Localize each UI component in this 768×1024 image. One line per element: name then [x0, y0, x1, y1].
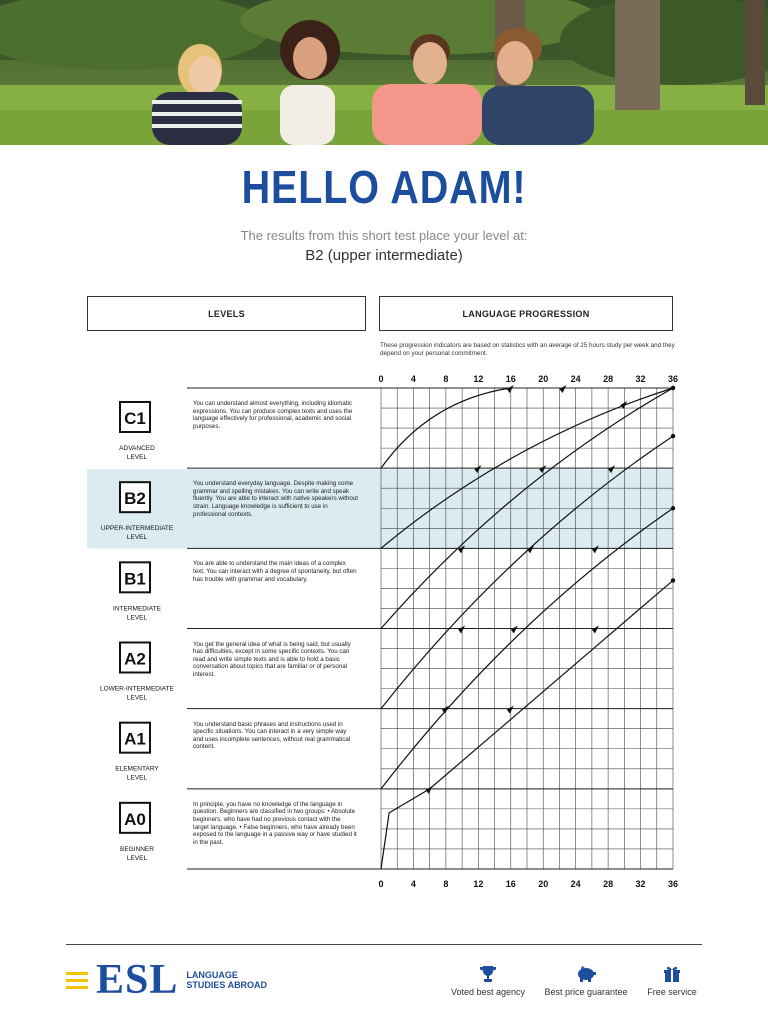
- logo-wordmark: ESL: [96, 957, 179, 1003]
- level-name-suffix: LEVEL: [126, 774, 148, 782]
- line-end-dot: [671, 506, 675, 510]
- progression-arrow: [592, 626, 599, 634]
- level-code: C1: [124, 409, 146, 428]
- level-name-suffix: LEVEL: [126, 854, 148, 862]
- level-name-suffix: LEVEL: [126, 694, 148, 702]
- x-tick-label-top: 24: [570, 374, 581, 384]
- x-tick-label-top: 8: [443, 374, 449, 384]
- logo-subtitle: [186, 970, 267, 990]
- level-name: UPPER-INTERMEDIATE: [100, 525, 174, 533]
- progression-header: LANGUAGE PROGRESSION: [379, 296, 673, 331]
- x-tick-label-top: 4: [410, 374, 416, 384]
- page-title: HELLO ADAM!: [241, 161, 527, 213]
- x-tick-label-top: 36: [667, 374, 679, 384]
- level-name: ELEMENTARY: [115, 765, 159, 773]
- level-description: [193, 801, 358, 865]
- level-description-text: You can understand almost everything, including idiomatic expressions. You can produce complex texts and uses the language effectively for professional, academic and social purposes.: [193, 400, 353, 430]
- level-name-suffix: LEVEL: [126, 454, 148, 461]
- level-name: ADVANCED: [119, 445, 155, 452]
- progression-arrow: [458, 626, 465, 634]
- feature-label: Voted best agency: [450, 987, 526, 997]
- x-tick-label-bottom: 0: [378, 879, 384, 889]
- x-tick-label-top: 0: [378, 374, 384, 384]
- trophy-icon: [479, 965, 497, 983]
- logo-subtitle-line2: STUDIES ABROAD: [186, 980, 268, 990]
- level-name: LOWER-INTERMEDIATE: [100, 685, 174, 693]
- x-tick-label-bottom: 28: [603, 879, 614, 889]
- logo-stripes-icon: [66, 972, 88, 989]
- progression-note: These progression indicators are based on statistics with an average of 25 hours study per week and they depend on your personal commitment.: [380, 342, 675, 357]
- x-tick-label-bottom: 4: [410, 879, 416, 889]
- x-tick-label-bottom: 32: [635, 879, 646, 889]
- level-code: B1: [124, 569, 146, 589]
- level-code: A2: [124, 649, 146, 669]
- feature-label: Best price guarantee: [544, 987, 628, 997]
- footer-divider: [66, 944, 702, 945]
- level-description: [193, 400, 358, 464]
- x-tick-label-bottom: 8: [443, 879, 449, 889]
- level-description-text: You understand everyday language. Despite making some grammar and spelling mistakes. You can write and speak fluently. You are able to interact with native speakers without strain. Language knowledge is sufficient to use in professional contexts.: [193, 480, 358, 518]
- level-code: A0: [124, 809, 146, 829]
- x-tick-label-top: 32: [635, 374, 646, 384]
- feature-best-price: [538, 965, 634, 997]
- level-description: [193, 560, 358, 624]
- x-tick-label-top: 12: [473, 374, 484, 384]
- feature-free-service: [640, 965, 704, 997]
- level-name: BEGINNER: [120, 845, 154, 853]
- x-tick-label-top: 20: [538, 374, 549, 384]
- esl-logo[interactable]: [66, 957, 268, 1003]
- x-tick-label-bottom: 16: [505, 879, 516, 889]
- level-name-suffix: LEVEL: [126, 614, 148, 622]
- progression-arrow: [507, 385, 514, 393]
- feature-label: Free service: [647, 987, 697, 997]
- progression-arrow: [507, 706, 514, 714]
- hero-photo: [0, 0, 768, 145]
- level-name: INTERMEDIATE: [113, 605, 161, 613]
- x-tick-label-bottom: 12: [473, 879, 484, 889]
- progression-arrow: [560, 385, 567, 393]
- level-description: [193, 641, 358, 705]
- x-tick-label-bottom: 36: [667, 879, 679, 889]
- x-tick-label-top: 16: [505, 374, 516, 384]
- piggy-bank-icon: [575, 965, 597, 983]
- x-tick-label-bottom: 24: [570, 879, 581, 889]
- level-name-suffix: LEVEL: [126, 534, 148, 542]
- progression-chart: [0, 360, 768, 900]
- progression-arrow: [442, 706, 449, 714]
- logo-subtitle-line1: LANGUAGE: [186, 970, 238, 980]
- progression-arrow: [426, 786, 433, 794]
- highlight-row: [87, 469, 673, 548]
- level-description-text: You understand basic phrases and instructions used in specific situations. You can interact in a very simple way and uses incomplete sentences, without real grammatical content.: [193, 720, 351, 751]
- line-end-dot: [671, 578, 675, 582]
- level-description: [193, 721, 358, 785]
- level-description: [193, 480, 358, 544]
- feature-best-agency: [444, 965, 532, 997]
- line-end-dot: [671, 386, 675, 390]
- x-tick-label-top: 28: [603, 374, 614, 384]
- level-description-text: In principle, you have no knowledge of the language in question. Beginners are classified in two groups: • Absolute beginners, who have had no previous contact with the target language. • False beginners, who have already been exposed to the language in a passive way or have studied it in the past.: [193, 800, 357, 846]
- level-description-text: You get the general idea of what is being said, but usually has difficulties, except in some specific contexts. You can read and write simple texts and is able to hold a basic conversation about topics that are familiar or of personal interest.: [193, 640, 351, 678]
- line-end-dot: [671, 434, 675, 438]
- levels-header: LEVELS: [87, 296, 366, 331]
- level-code: B2: [124, 489, 146, 509]
- gift-icon: [663, 965, 681, 983]
- progression-arrow: [511, 626, 518, 634]
- result-level: B2 (upper intermediate): [305, 247, 463, 264]
- level-description-text: You are able to understand the main ideas of a complex text. You can interact with a degree of spontaneity, but often has trouble with grammar and vocabulary.: [193, 560, 357, 583]
- x-tick-label-bottom: 20: [538, 879, 549, 889]
- result-intro: The results from this short test place your level at:: [240, 228, 528, 243]
- level-code: A1: [124, 729, 146, 749]
